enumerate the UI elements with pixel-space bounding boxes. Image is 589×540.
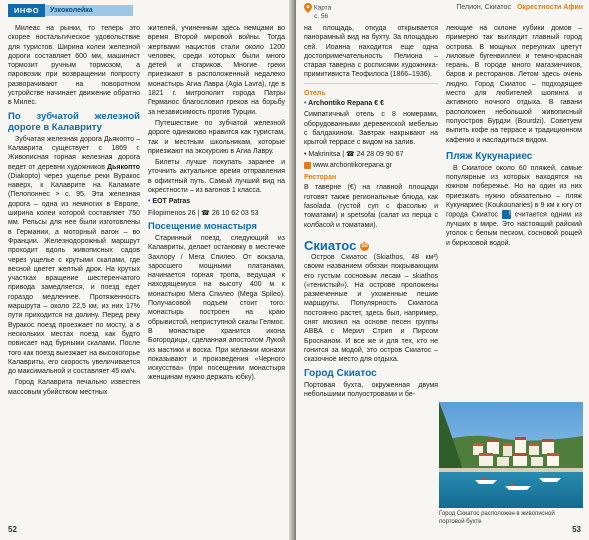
page-number: 52: [8, 525, 17, 534]
section-heading: Город Скиатос: [304, 367, 377, 379]
paragraph: Путешествие по зубчатой железной дороге одинаково нравится как туристам, так и местным школьникам, которые приезжают на экскурсию в Агиа Лавру.: [148, 119, 285, 155]
section-subtitle: Узкоколейка: [45, 5, 133, 16]
hotel-name: • Archontiko Repana € €: [304, 100, 384, 108]
hotel-description: Симпатичный отель с 8 номерами, оборудованными деревенской мебелью с балдахином. Завтрак накрывают на крытой террасе с видом на залив.: [304, 111, 438, 147]
left-header: [8, 4, 133, 17]
paragraph: жителей, учиненным здесь немцами во время Второй мировой войны. Тогда жертвами нацистов стали около 1200 человек, среди которых были много детей и стариков. Многие греки приезжают в расположенный недалеко монастырь Агиа Лавра (Agia Lavra), где в 1821 г. митрополит города Патры Германос благословил греков на борьбу за независимость против Турции.: [148, 25, 285, 116]
restaurant-description: В таверне (€) на главной площади готовят также региональные блюда, как fasolada (густой суп с фасолью и томатами) и spetsofai (салат из перца с колбасой и томатами).: [304, 184, 438, 229]
hotel-box: [304, 83, 438, 230]
photo-caption: Город Скиатос расположен в живописной портовой бухте: [439, 511, 555, 525]
right-header: [456, 4, 583, 11]
paragraph: Портовая бухта, окруженная двумя небольшими полуостровами и бе-: [304, 381, 438, 398]
hotel-label: Отель: [304, 89, 326, 97]
paragraph: леющие на склоне кубики домов – примерно так выглядит главный город острова. В мощных переулках цветут лиловые бугенвиллеи и темно-красная герань. В городе много магазинчиков, баров и ресторанов. Летом здесь очень людно. Город Скиатос – подходящее место для любителей шопинга и активного ночного отдыха. В гавани расположен небольшой живописный полуостров Бурдзи (Bourdzi). Советуем выпить кофе на террасе и традиционном кафенио и насладиться видом.: [446, 25, 582, 144]
left-column-1: [8, 24, 140, 399]
header-region: Окрестности Афин: [516, 4, 583, 11]
info-address: Filopimenos 26 | ☎ 26 10 62 03 53: [148, 209, 259, 217]
left-column-2: [148, 24, 285, 385]
section-heading: Посещение монастыря: [148, 220, 257, 232]
info-line: • EOT Patras: [148, 198, 191, 206]
restaurant-label: Ресторан: [304, 174, 337, 182]
hotel-contact: • Makrinitsa | ☎ 24 28 09 90 67: [304, 150, 404, 158]
info-marker-icon: !: [502, 210, 511, 219]
left-page: [0, 0, 293, 540]
section-heading: Пляж Кукунариес: [446, 150, 533, 162]
hotel-website[interactable]: www.archontikorepana.gr: [304, 161, 438, 170]
header-place: Пелион, Скиатос: [456, 4, 511, 11]
right-column-1: [304, 24, 438, 401]
map-reference: Карта с. 56: [304, 3, 331, 21]
paragraph: Остров Скиатос (Skiathos, 48 км²) своим названием обязан покрывающим его густым сосновым лесам – skiathos («тенистый»). На острове проложены размеченные и ухоженные пешие маршруты. Популярность Скиатоса постоянно растет, здесь был, например, снят мюзикл на основе песен группы ABBA с Мерил Стрип и Пирсом Броснаном. И все же и для тех, кто не гонится за модой, это остров Скиатос – сказочное место для отдыха.: [304, 253, 438, 364]
web-icon: [304, 162, 311, 169]
section-badge: ИНФО: [8, 4, 45, 17]
paragraph: Милеас на рынки, то теперь это скорее ностальгическое удовольствие для туристов. Ширина колеи железной дороги составляет 600 мм, машинист тормозит ручным тормозом, а паровозик при возвращении попросту разворачивают на поворотном устройстве начинает движение обратно в Милес.: [8, 25, 140, 107]
paragraph: на площадь, откуда открывается панорамный вид на бухту. За площадью сей. Иоанна находится еще одна достопримечательность Пелиона – старая таверна с росписями художника-примитивиста Теофилоса (1866–1936).: [304, 25, 438, 79]
page-number: 53: [572, 525, 581, 534]
paragraph: Город Калаврита печально известен массовым убийством местных: [8, 379, 140, 396]
right-column-2: [446, 24, 582, 250]
paragraph: Старинный поезд, следующий из Калавриты, делает остановку в местечке Захлору / Мега Спилео. От вокзала, заросшего мощными платанами, начинается горная тропа, ведущая к находящемуся на высоту 400 м к монастырю Мега Спилео (Mega Spileo). Получасовой подъем стоит того: монастырь построен на краю обрывистой, неприступной скалы Гелмос. В монастыре хранится икона Богородицы, сделанная апостолом Лукой из мастики и воска. При желании монахи показывают и произведения «Черного искусства» (при посещении монастыря женщинам нужно держать юбку).: [148, 234, 285, 382]
harbour-photo-illustration: [439, 402, 583, 508]
section-heading-skiathos: Скиатос 10: [304, 237, 368, 253]
paragraph: В Скиатосе около 60 пляжей, самые популярные из которых находятся на южном побережье. Но на один из них приезжать нужно обязательно – пляж Кукунариес (Koukounaries) в 9 км к югу от города Скиатос ! считается одним из лучших в мире. Это настоящий райский уголок с белым песком, сосновой рощей и бирюзовой водой.: [446, 164, 582, 247]
map-pin-icon: [304, 3, 312, 13]
map-number-badge: 10: [361, 243, 368, 249]
right-page: [296, 0, 589, 540]
harbour-photo: [439, 402, 583, 508]
paragraph: Билеты лучше покупать заранее и уточнить актуальное время отправления в офиктный путь. Самый лучший вид на окрестности – из вагонов 1 класса.: [148, 159, 285, 195]
section-heading: По зубчатой железной дороге в Калавриту: [8, 110, 140, 133]
paragraph: Зубчатая железная дорога Дьякопто – Калаврита существует с 1869 г. Живописная горная железная дорога ведет от деревни художников Дьякопто (Diakopto) через ущелье реки Вуракос наверх, к Калаврите на Каламате (Пелопоннес > с. 95. Эта железная дорога – одна из немногих в Европе, ширина колеи которой составляет 750 мм. Рельсы для нее были изготовлены в Германии, а моторный вагон – во Франции. Железнодорожный маршрут проходит вдоль живописных садов через ущелье с крутыми скалами, где весной цветет желтый дрок. На крутых участках вращение шестеренчатого привода замедляется, и поезд едет гораздо медленнее. Протяженность маршрута – около 22,5 км, из них 17% пути приходится на долину. Перед реку Вуракос поезд проезжает по мосту, а в нескольких местах поезд как будто повисает над бурными скалами. После того как поезд выезжает на высокогорье Калавриты, его скорость увеличивается до максимальной и составляет 45 км/ч.: [8, 135, 140, 376]
